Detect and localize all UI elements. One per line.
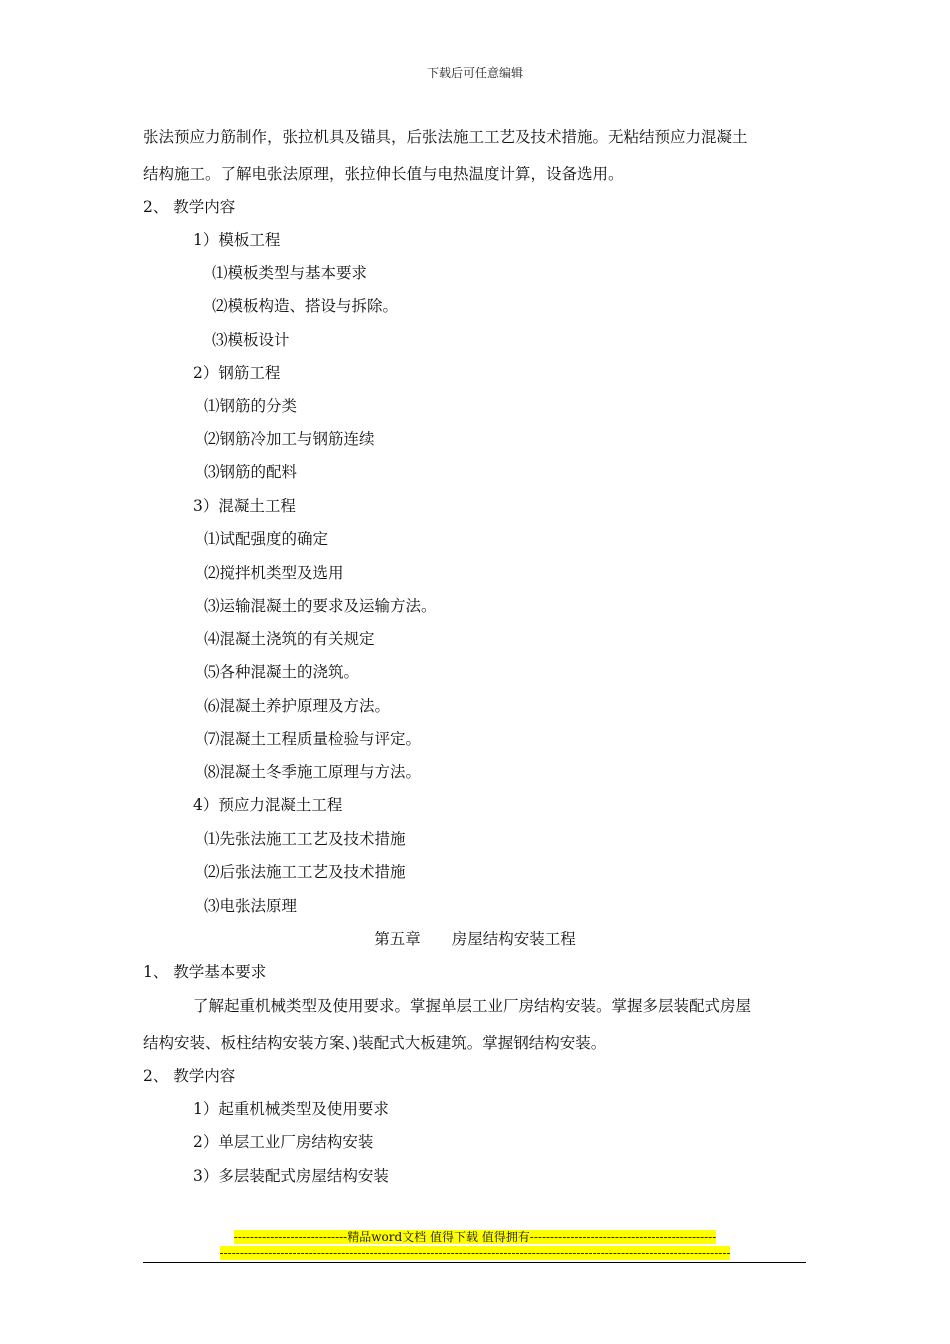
section-heading: 2、 教学内容 [143, 198, 236, 216]
list-item: ⑴模板类型与基本要求 [212, 264, 368, 282]
list-item: ⑵模板构造、搭设与拆除。 [212, 297, 399, 315]
paragraph-line: 结构安装、板柱结构安装方案、)装配式大板建筑。掌握钢结构安装。 [143, 1034, 607, 1052]
list-item: ⑺混凝土工程质量检验与评定。 [204, 730, 422, 748]
page-header: 下载后可任意编辑 [426, 66, 523, 80]
list-item: 3）多层装配式房屋结构安装 [193, 1167, 389, 1185]
list-item: 2）单层工业厂房结构安装 [193, 1133, 374, 1151]
list-item: ⑴先张法施工工艺及技术措施 [204, 830, 406, 848]
list-item: ⑶模板设计 [212, 331, 290, 349]
list-item: 4）预应力混凝土工程 [193, 796, 343, 814]
list-item: ⑶钢筋的配料 [204, 463, 298, 481]
footer-banner-text: ----------------------------精品word文档 值得下载 值得拥有---------------------------------------------- [233, 1230, 717, 1244]
list-item: ⑴钢筋的分类 [204, 397, 298, 415]
paragraph-line: 张法预应力筋制作，张拉机具及锚具，后张法施工工艺及技术措施。无粘结预应力混凝土 [143, 128, 748, 146]
section-heading: 1、 教学基本要求 [143, 963, 267, 981]
list-item: 3）混凝土工程 [193, 497, 296, 515]
chapter-title: 第五章 房屋结构安装工程 [374, 930, 576, 948]
footer-dashes-text: ------------------------------------------------------------------------------------------------------------------------------ [219, 1246, 731, 1260]
section-heading: 2、 教学内容 [143, 1067, 236, 1085]
list-item: ⑵后张法施工工艺及技术措施 [204, 863, 406, 881]
list-item: ⑵钢筋冷加工与钢筋连续 [204, 430, 375, 448]
list-item: ⑶运输混凝土的要求及运输方法。 [204, 597, 437, 615]
footer-banner [0, 1230, 950, 1244]
list-item: 1）模板工程 [193, 231, 281, 249]
list-item: ⑴试配强度的确定 [204, 530, 329, 548]
footer-rule [143, 1262, 806, 1263]
list-item: ⑷混凝土浇筑的有关规定 [204, 630, 375, 648]
list-item: 1）起重机械类型及使用要求 [193, 1100, 389, 1118]
list-item: ⑹混凝土养护原理及方法。 [204, 697, 391, 715]
list-item: ⑸各种混凝土的浇筑。 [204, 663, 360, 681]
list-item: ⑻混凝土冬季施工原理与方法。 [204, 763, 422, 781]
list-item: ⑵搅拌机类型及选用 [204, 564, 344, 582]
list-item: ⑶电张法原理 [204, 897, 298, 915]
list-item: 2）钢筋工程 [193, 364, 281, 382]
paragraph-line: 结构施工。了解电张法原理，张拉伸长值与电热温度计算，设备选用。 [143, 165, 624, 183]
footer-dashes [0, 1246, 950, 1260]
paragraph-line: 了解起重机械类型及使用要求。掌握单层工业厂房结构安装。掌握多层装配式房屋 [193, 997, 752, 1015]
